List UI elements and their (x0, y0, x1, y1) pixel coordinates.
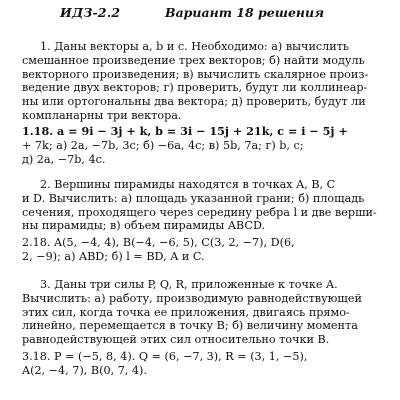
header-right: Вариант 18 решения (165, 5, 325, 20)
text-line: и D. Вычислить: а) площадь указанной грани; б) площадь (22, 191, 365, 205)
task-3-statement (22, 278, 388, 347)
task-3-data (22, 350, 388, 378)
text-line: смешанное произведение трех векторов; б) найти модуль (22, 53, 365, 67)
text-line: равнодействующей этих сил относительно точки B. (22, 333, 330, 347)
task-2-data (22, 236, 388, 264)
text-line: ведение двух векторов; г) проверить, будут ли коллинеар- (22, 81, 368, 95)
header-left: ИДЗ-2.2 (60, 5, 121, 20)
text-line: 3.18. P = (−5, 8, 4). Q = (6, −7, 3), R = (3, 1, −5), (22, 350, 308, 363)
text-line: 1. Даны векторы a, b и c. Необходимо: а) вычислить (40, 40, 350, 53)
text-line: этих сил, когда точка ее приложения, двигаясь прямо- (22, 305, 350, 319)
text-line: A(2, −4, 7), B(0, 7, 4). (22, 363, 147, 377)
page-header (60, 5, 392, 25)
text-line: д) 2a, −7b, 4c. (22, 152, 106, 166)
text-line: ны или ортогональны два вектора; д) проверить, будут ли (22, 95, 366, 109)
task-1-statement (22, 40, 388, 123)
text-line: 3. Даны три силы P, Q, R, приложенные к точке A. (40, 278, 338, 291)
text-line: компланарны три вектора. (22, 108, 182, 122)
text-line: + 7k; а) 2a, −7b, 3c; б) −6a, 4c; в) 5b, 7a; г) b, c; (22, 138, 304, 152)
text-line: 2, −9); а) ABD; б) l = BD, A и C. (22, 249, 205, 263)
text-line: ны пирамиды; в) объем пирамиды ABCD. (22, 219, 266, 233)
text-line: 2.18. A(5, −4, 4), B(−4, −6, 5), C(3, 2, −7), D(6, (22, 236, 295, 249)
text-line: 1.18. a = 9i − 3j + k, b = 3i − 15j + 21k, c = i − 5j + (22, 124, 348, 138)
task-2-statement (22, 178, 388, 233)
text-line: линейно, перемещается в точку B; б) величину момента (22, 319, 358, 333)
text-line: Вычислить: а) работу, производимую равнодействующей (22, 291, 362, 305)
text-line: 2. Вершины пирамиды находятся в точках A, B, C (40, 178, 336, 191)
task-1-data (22, 125, 388, 166)
text-line: векторного произведения; в) вычислить скалярное произ- (22, 67, 369, 81)
text-line: сечения, проходящего через середину ребра l и две верши- (22, 205, 377, 219)
